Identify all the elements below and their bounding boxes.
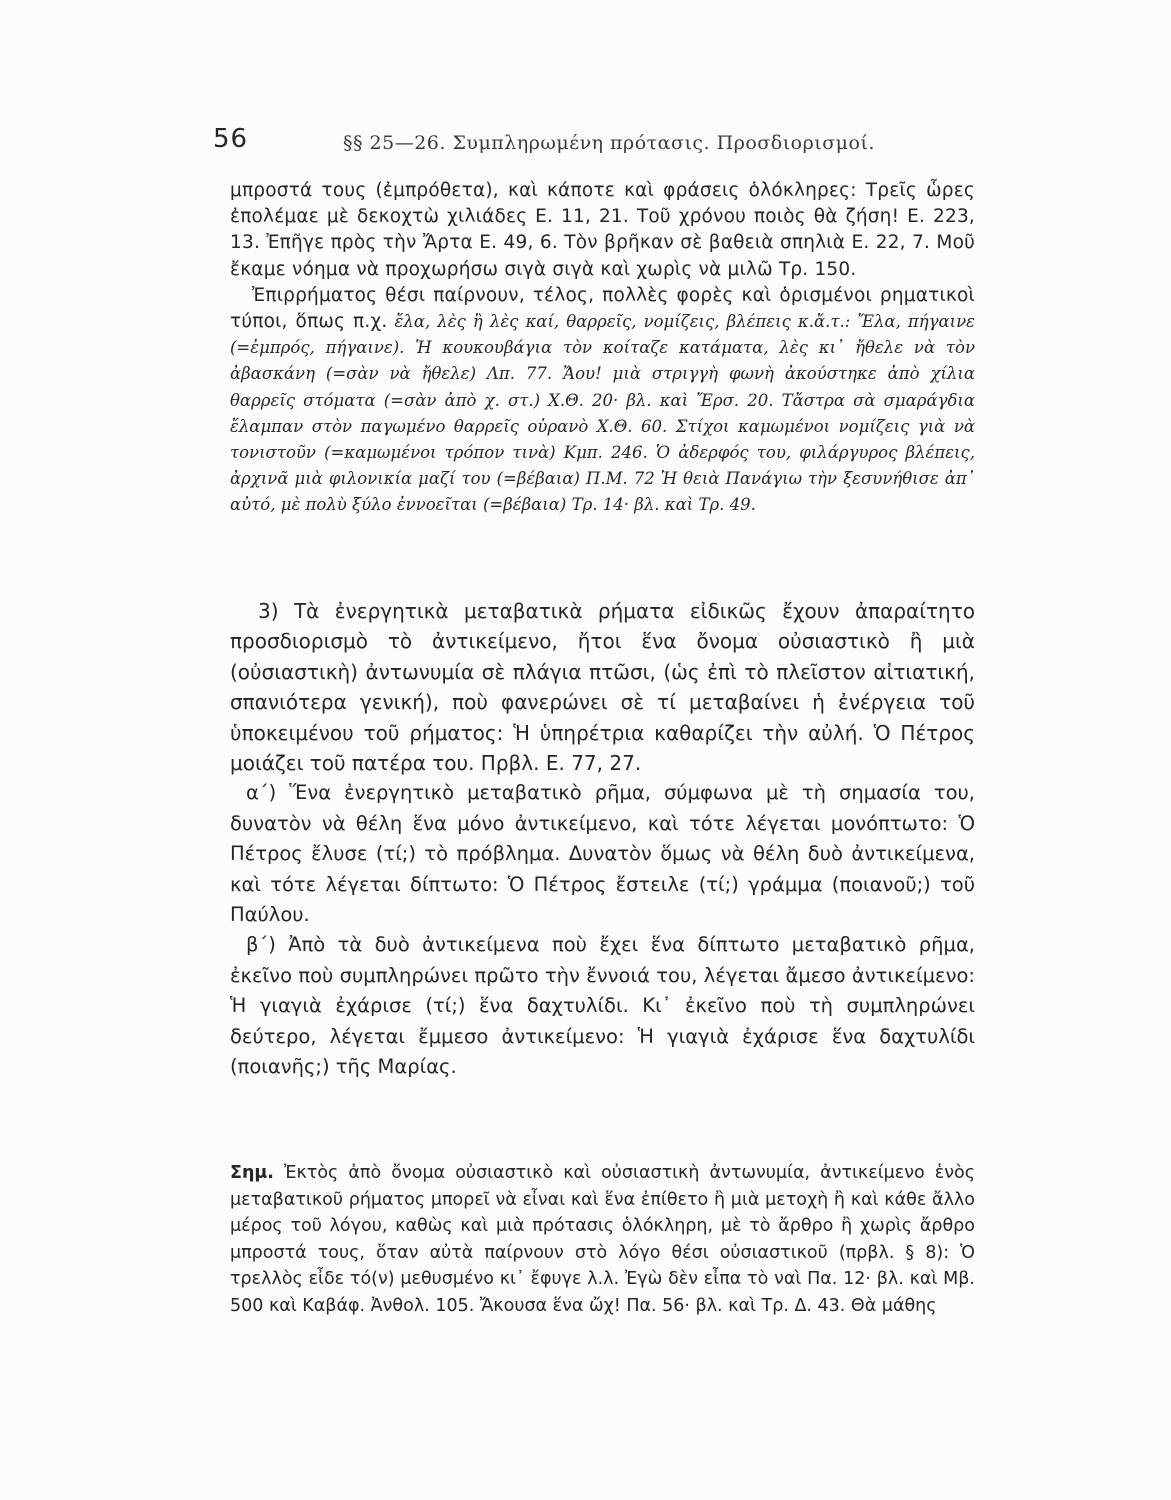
note-block	[230, 1160, 975, 1320]
running-head: §§ 25—26. Συμπληρωμένη πρότασις. Προσδιορισμοί.	[343, 132, 875, 154]
paragraph-lead: Ἐπιρρήματος θέσι παίρνουν, τέλος, πολλὲς φορὲς καὶ ὁρισμένοι ρηματικοὶ τύποι, ὅπως π.χ.	[230, 284, 975, 333]
page-number: 56	[213, 124, 249, 154]
note-paragraph	[230, 1160, 975, 1320]
note-label: Σημ.	[230, 1163, 274, 1183]
page-header	[213, 124, 973, 164]
paragraph-section-3: 3) Τὰ ἐνεργητικὰ μεταβατικὰ ρήματα εἰδικῶς ἔχουν ἀπαραίτητο προσδιορισμὸ τὸ ἀντικείμενο, ἤτοι ἕνα ὄνομα οὐσιαστικὸ ἢ μιὰ (οὐσιαστικὴ) ἀντωνυμία σὲ πλάγια πτῶσι, (ὡς ἐπὶ τὸ πλεῖστον αἰτιατική, σπανιότερα γενική), ποὺ φανερώνει σὲ τί μεταβαίνει ἡ ἐνέργεια τοῦ ὑποκειμένου τοῦ ρήματος: Ἡ ὑπηρέτρια καθαρίζει τὴν αὐλή. Ὁ Πέτρος μοιάζει τοῦ πατέρα του. Πρβλ. Ε. 77, 27.	[230, 599, 975, 776]
paragraph-examples: ἔλα, λὲς ἢ λὲς καί, θαρρεῖς, νομίζεις, βλέπεις κ.ἄ.τ.: Ἔλα, πήγαινε (=ἐμπρός, πήγαινε). Ἡ κουκουβάγια τὸν κοίταζε κατάματα, λὲς κι᾿ ἤθελε νὰ τὸν ἀβασκάνη (=σὰν νὰ ἤθελε) Λπ. 77. Ἄου! μιὰ στριγγὴ φωνὴ ἀκούστηκε ἀπὸ χίλια θαρρεῖς στόματα (=σὰν ἀπὸ χ. στ.) Χ.Θ. 20· βλ. καὶ Ἔρσ. 20. Τἄστρα σὰ σμαράγδια ἔλαμπαν στὸν παγωμένο θαρρεῖς οὐρανὸ Χ.Θ. 60. Στίχοι καμωμένοι νομίζεις γιὰ νὰ τονιστοῦν (=καμωμένοι τρόπον τινὰ) Κμπ. 246. Ὁ ἀδερφός του, φιλάργυρος βλέπεις, ἀρχινᾶ μιὰ φιλονικία μαζί του (=βέβαια) Π.Μ. 72 Ἡ θειὰ Πανάγιω τὴν ξεσυνήθισε ἀπ᾿ αὐτό, μὲ πολὺ ξύλο ἐννοεῖται (=βέβαια) Τρ. 14· βλ. καὶ Τρ. 49.	[230, 312, 975, 515]
paragraph-continued: μπροστά τους (ἐμπρόθετα), καὶ κάποτε καὶ φράσεις ὁλόκληρες: Τρεῖς ὧρες ἐπολέμαε μὲ δεκοχτὼ χιλιάδες Ε. 11, 21. Τοῦ χρόνου ποιὸς θὰ ζήση! Ε. 223, 13. Ἐπῆγε πρὸς τὴν Ἄρτα Ε. 49, 6. Τὸν βρῆκαν σὲ βαθειὰ σπηλιὰ Ε. 22, 7. Μοῦ ἔκαμε νόημα νὰ προχωρήσω σιγὰ σιγὰ καὶ χωρὶς νὰ μιλῶ Τρ. 150.	[230, 180, 975, 280]
main-text-block	[230, 596, 975, 1083]
small-print-block	[230, 178, 975, 519]
paragraph-adverbial-verbs	[230, 283, 975, 519]
note-text: Ἐκτὸς ἀπὸ ὄνομα οὐσιαστικὸ καὶ οὐσιαστικὴ ἀντωνυμία, ἀντικείμενο ἑνὸς μεταβατικοῦ ρήματος μπορεῖ νὰ εἶναι καὶ ἕνα ἐπίθετο ἢ μιὰ μετοχὴ ἢ καὶ κάθε ἄλλο μέρος τοῦ λόγου, καθὼς καὶ μιὰ πρότασις ὁλόκληρη, μὲ τὸ ἄρθρο ἢ χωρὶς ἄρθρο μπροστά τους, ὅταν αὐτὰ παίρνουν στὸ λόγο θέσι οὐσιαστικοῦ (πρβλ. § 8): Ὁ τρελλὸς εἶδε τό(ν) μεθυσμένο κι᾿ ἔφυγε λ.λ. Ἐγὼ δὲν εἶπα τὸ ναὶ Πα. 12· βλ. καὶ Μβ. 500 καὶ Καβάφ. Ἀνθολ. 105. Ἄκουσα ἕνα ὤχ! Πα. 56· βλ. καὶ Τρ. Δ. 43. Θὰ μάθης	[230, 1163, 975, 1316]
paragraph-beta: β΄) Ἀπὸ τὰ δυὸ ἀντικείμενα ποὺ ἔχει ἕνα δίπτωτο μεταβατικὸ ρῆμα, ἐκεῖνο ποὺ συμπληρώνει πρῶτο τὴν ἔννοιά του, λέγεται ἄμεσο ἀντικείμενο: Ἡ γιαγιὰ ἐχάρισε (τί;) ἕνα δαχτυλίδι. Κι᾿ ἐκεῖνο ποὺ τὴ συμπληρώνει δεύτερο, λέγεται ἔμμεσο ἀντικείμενο: Ἡ γιαγιὰ ἐχάρισε ἕνα δαχτυλίδι (ποιανῆς;) τῆς Μαρίας.	[230, 933, 975, 1079]
paragraph-alpha: α΄) Ἕνα ἐνεργητικὸ μεταβατικὸ ρῆμα, σύμφωνα μὲ τὴ σημασία του, δυνατὸν νὰ θέλη ἕνα μόνο ἀντικείμενο, καὶ τότε λέγεται μονόπτωτο: Ὁ Πέτρος ἔλυσε (τί;) τὸ πρόβλημα. Δυνατὸν ὅμως νὰ θέλη δυὸ ἀντικείμενα, καὶ τότε λέγεται δίπτωτο: Ὁ Πέτρος ἔστειλε (τί;) γράμμα (ποιανοῦ;) τοῦ Παύλου.	[230, 781, 975, 927]
